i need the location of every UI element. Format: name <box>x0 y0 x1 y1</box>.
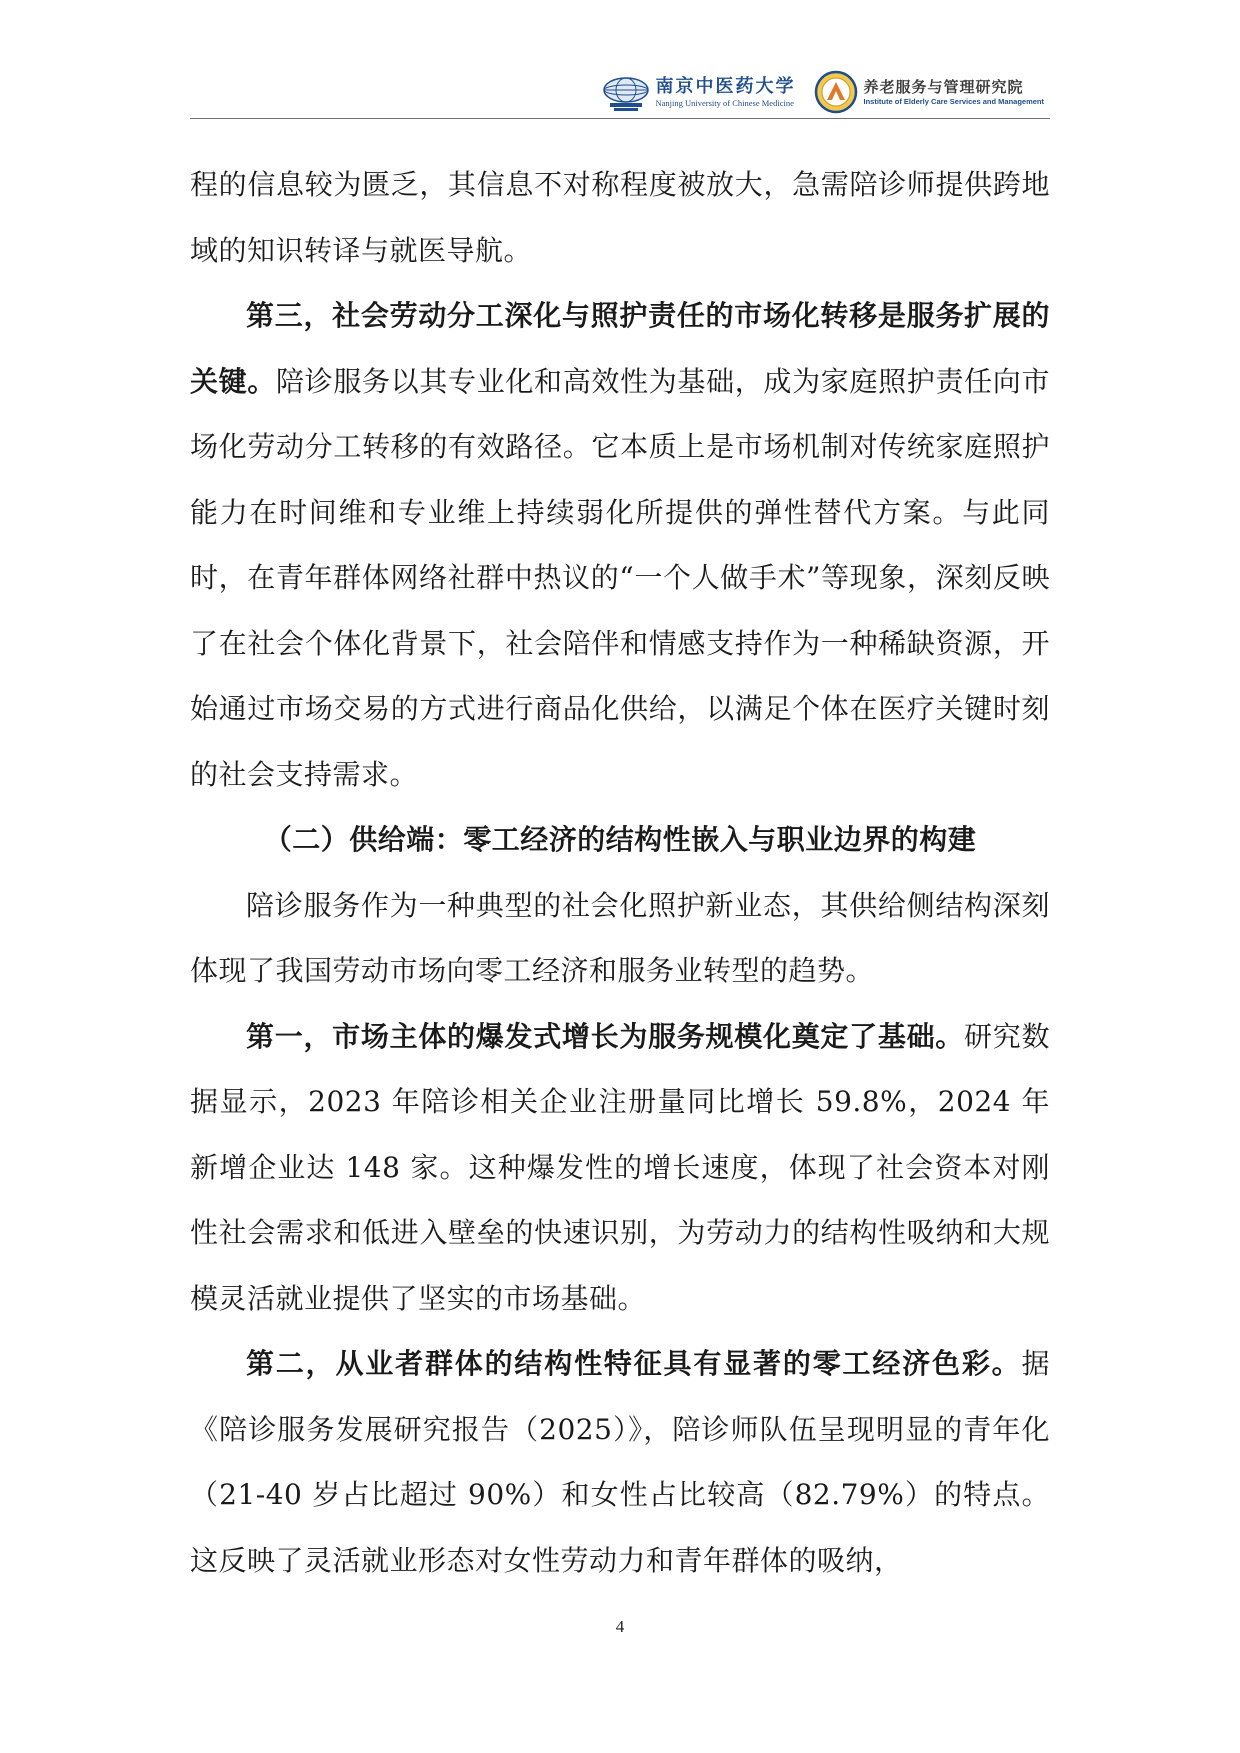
paragraph-continued: 程的信息较为匮乏，其信息不对称程度被放大，急需陪诊师提供跨地域的知识转译与就医导航。 <box>190 168 1050 267</box>
institute-name-cn: 养老服务与管理研究院 <box>863 78 1024 96</box>
third-point-heading: 第三，社会劳动分工深化与照护责任的市场化转移是服务扩展的关键。 <box>190 299 1050 398</box>
second-point-text: 据《陪诊服务发展研究报告（2025）》，陪诊师队伍呈现明显的青年化（21-40 岁占比超过 90%）和女性占比较高（82.79%）的特点。这反映了灵活就业形态对女性劳动力和青年群体的吸纳， <box>190 1347 1050 1577</box>
paragraph-first-point <box>190 1004 1050 1332</box>
university-logo-block <box>602 72 796 112</box>
university-name-en: Nanjing University of Chinese Medicine <box>655 97 794 108</box>
paragraph-second-point <box>190 1331 1050 1593</box>
institute-name-en: Institute of Elderly Care Services and Management <box>863 97 1044 106</box>
page-header <box>190 62 1050 119</box>
institute-emblem-icon <box>814 70 858 114</box>
first-point-heading: 第一，市场主体的爆发式增长为服务规模化奠定了基础。 <box>246 1019 965 1053</box>
university-name-cn: 南京中医药大学 <box>655 75 796 97</box>
second-point-heading: 第二，从业者群体的结构性特征具有显著的零工经济色彩。 <box>246 1347 1022 1380</box>
document-body <box>190 152 1050 1593</box>
section-subheading: （二）供给端：零工经济的结构性嵌入与职业边界的构建 <box>263 823 977 856</box>
first-point-text: 研究数据显示，2023 年陪诊相关企业注册量同比增长 59.8%，2024 年新增企业达 148 家。这种爆发性的增长速度，体现了社会资本对刚性社会需求和低进入壁垒的快速识别，为劳动力的结构性吸纳和大规模灵活就业提供了坚实的市场基础。 <box>190 1019 1050 1315</box>
third-point-text: 陪诊服务以其专业化和高效性为基础，成为家庭照护责任向市场化劳动分工转移的有效路径。它本质上是市场机制对传统家庭照护能力在时间维和专业维上持续弱化所提供的弹性替代方案。与此同时，在青年群体网络社群中热议的“一个人做手术”等现象，深刻反映了在社会个体化背景下，社会陪伴和情感支持作为一种稀缺资源，开始通过市场交易的方式进行商品化供给，以满足个体在医疗关键时刻的社会支持需求。 <box>190 364 1050 791</box>
paragraph-third-point <box>190 283 1050 807</box>
paragraph-supply-intro: 陪诊服务作为一种典型的社会化照护新业态，其供给侧结构深刻体现了我国劳动市场向零工经济和服务业转型的趋势。 <box>190 888 1050 987</box>
university-emblem-icon <box>602 72 650 112</box>
page-number: 4 <box>615 1617 625 1636</box>
header-logos <box>602 70 1044 114</box>
institute-logo-block <box>814 70 1044 114</box>
